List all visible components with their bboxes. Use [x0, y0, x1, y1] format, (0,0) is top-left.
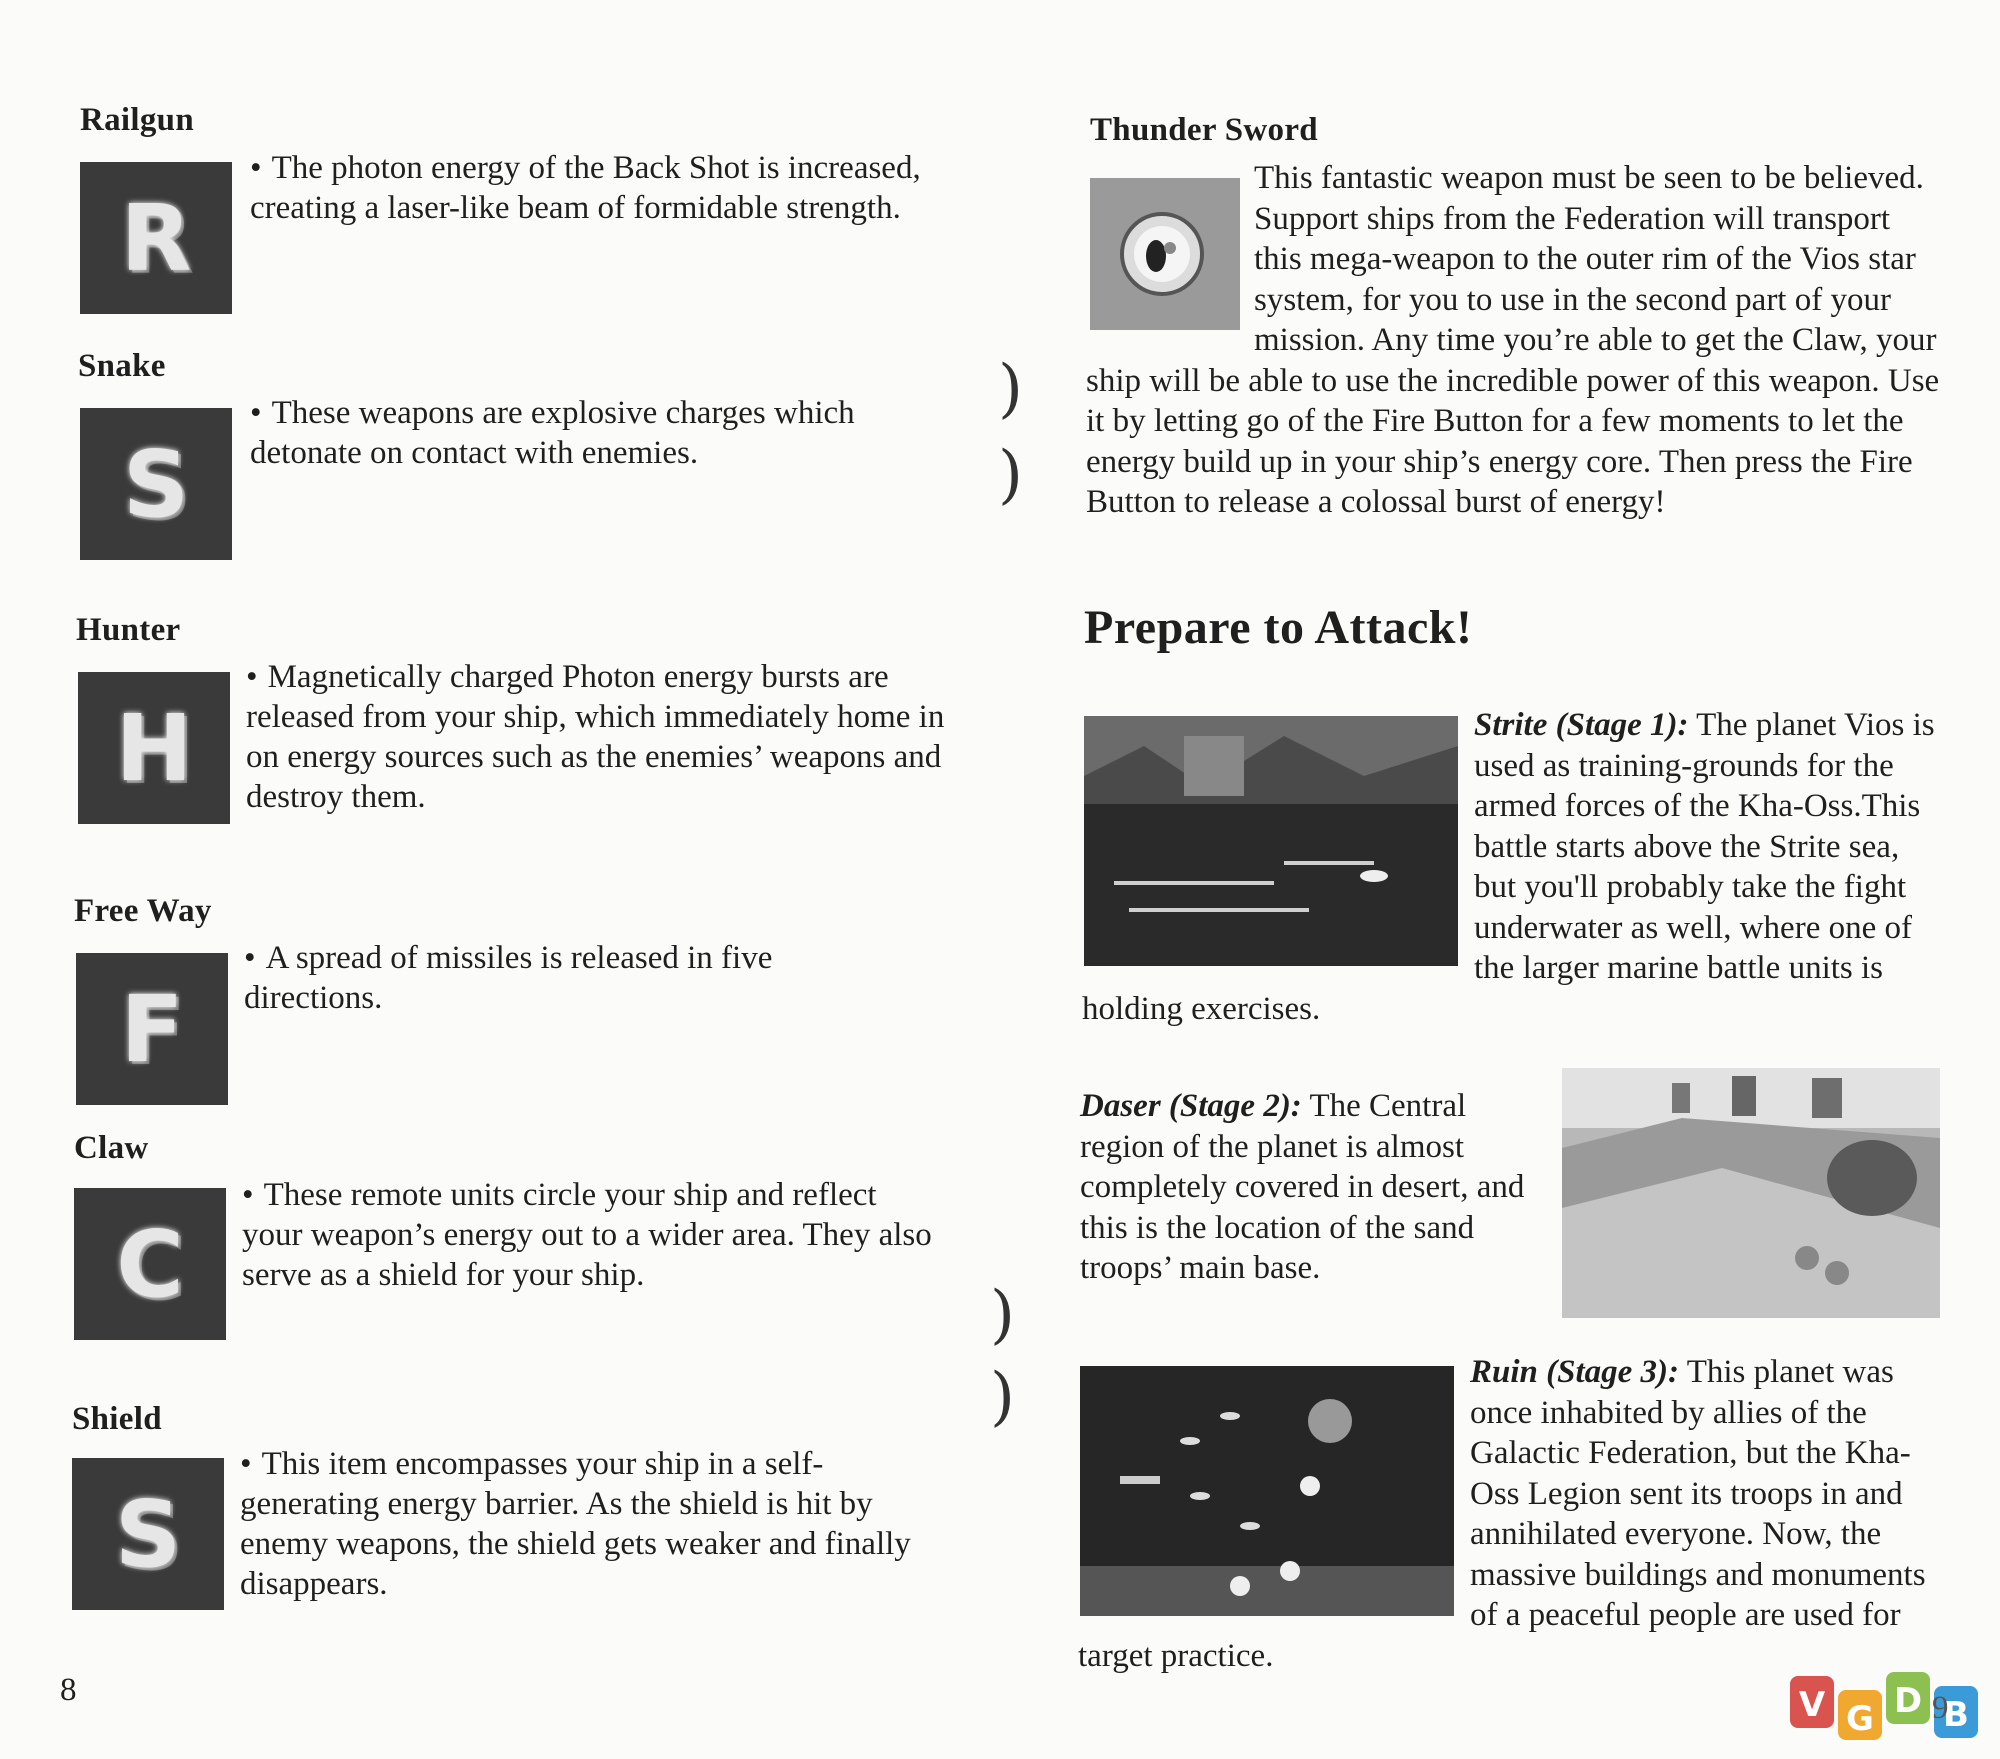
freeway-F-icon: F [76, 953, 228, 1105]
item-desc-free-way: • A spread of missiles is released in five directions. [244, 940, 773, 1016]
railgun-R-icon: R [80, 162, 232, 314]
stage-1-description: Strite (Stage 1): The planet Vios is used as training-grounds for the armed forces of the Kha-Oss.This battle starts above the Strite sea, but you'll probably take the fight underwater as well, where one of the larger marine battle units is holding exercises. [1082, 707, 1935, 1027]
item-title-snake: Snake [78, 348, 166, 384]
binding-mark: ) [998, 352, 1023, 426]
item-title-claw: Claw [74, 1130, 149, 1166]
stage-2-screenshot [1562, 1068, 1940, 1318]
item-title-hunter: Hunter [76, 612, 181, 648]
shield-S-icon: S [72, 1458, 224, 1610]
hunter-H-icon: H [78, 672, 230, 824]
item-desc-snake: • These weapons are explosive charges which detonate on contact with enemies. [250, 395, 855, 471]
item-title-shield: Shield [72, 1401, 162, 1437]
item-title-free-way: Free Way [74, 893, 212, 929]
claw-C-icon: C [74, 1188, 226, 1340]
svg-text:D: D [1893, 1681, 1923, 1721]
item-title-thunder-sword: Thunder Sword [1090, 112, 1318, 148]
stage-2-description: Daser (Stage 2): The Central region of the planet is almost completely covered in desert, and this is the location of the sand troops’ main base. [1080, 1088, 1525, 1286]
section-heading-prepare: Prepare to Attack! [1084, 601, 1473, 654]
stage-3-description: Ruin (Stage 3): This planet was once inhabited by allies of the Galactic Federation, but the Kha-Oss Legion sent its troops in and annihilated everyone. Now, the massive buildings and monuments of a peaceful people are used for target practice. [1078, 1354, 1926, 1674]
thunder-sword-description: This fantastic weapon must be seen to be believed. Support ships from the Federation will transport this mega-weapon to the outer rim of the Vios star system, for you to use in the second part of your mission. Any time you’re able to get the Claw, your ship will be able to use the incredible power of this weapon. Use it by letting go of the Fire Button for a few moments to let the energy build up in your ship’s energy core. Then press the Fire Button to release a colossal burst of energy! [1086, 160, 1940, 520]
svg-text:V: V [1798, 1685, 1826, 1725]
svg-text:B: B [1943, 1695, 1969, 1735]
item-desc-claw: • These remote units circle your ship and reflect your weapon’s energy out to a wider area. They also serve as a shield for your ship. [242, 1177, 932, 1293]
page-number-right: 9 [1932, 1690, 1949, 1726]
binding-mark: ) [990, 1360, 1015, 1434]
item-desc-hunter: • Magnetically charged Photon energy bursts are released from your ship, which immediately home in on energy sources such as the enemies’ weapons and destroy them. [246, 659, 945, 815]
page-number-left: 8 [60, 1672, 77, 1708]
snake-S-icon: S [80, 408, 232, 560]
item-desc-railgun: • The photon energy of the Back Shot is increased, creating a laser-like beam of formidable strength. [250, 150, 921, 226]
right-page [1000, 0, 2000, 1759]
vgdb-logo [1788, 1672, 1988, 1742]
binding-mark: ) [990, 1278, 1015, 1352]
item-title-railgun: Railgun [80, 102, 194, 138]
item-desc-shield: • This item encompasses your ship in a self-generating energy barrier. As the shield is hit by enemy weapons, the shield gets weaker and finally disappears. [240, 1446, 911, 1602]
binding-mark: ) [998, 438, 1023, 512]
svg-text:G: G [1846, 1699, 1874, 1739]
